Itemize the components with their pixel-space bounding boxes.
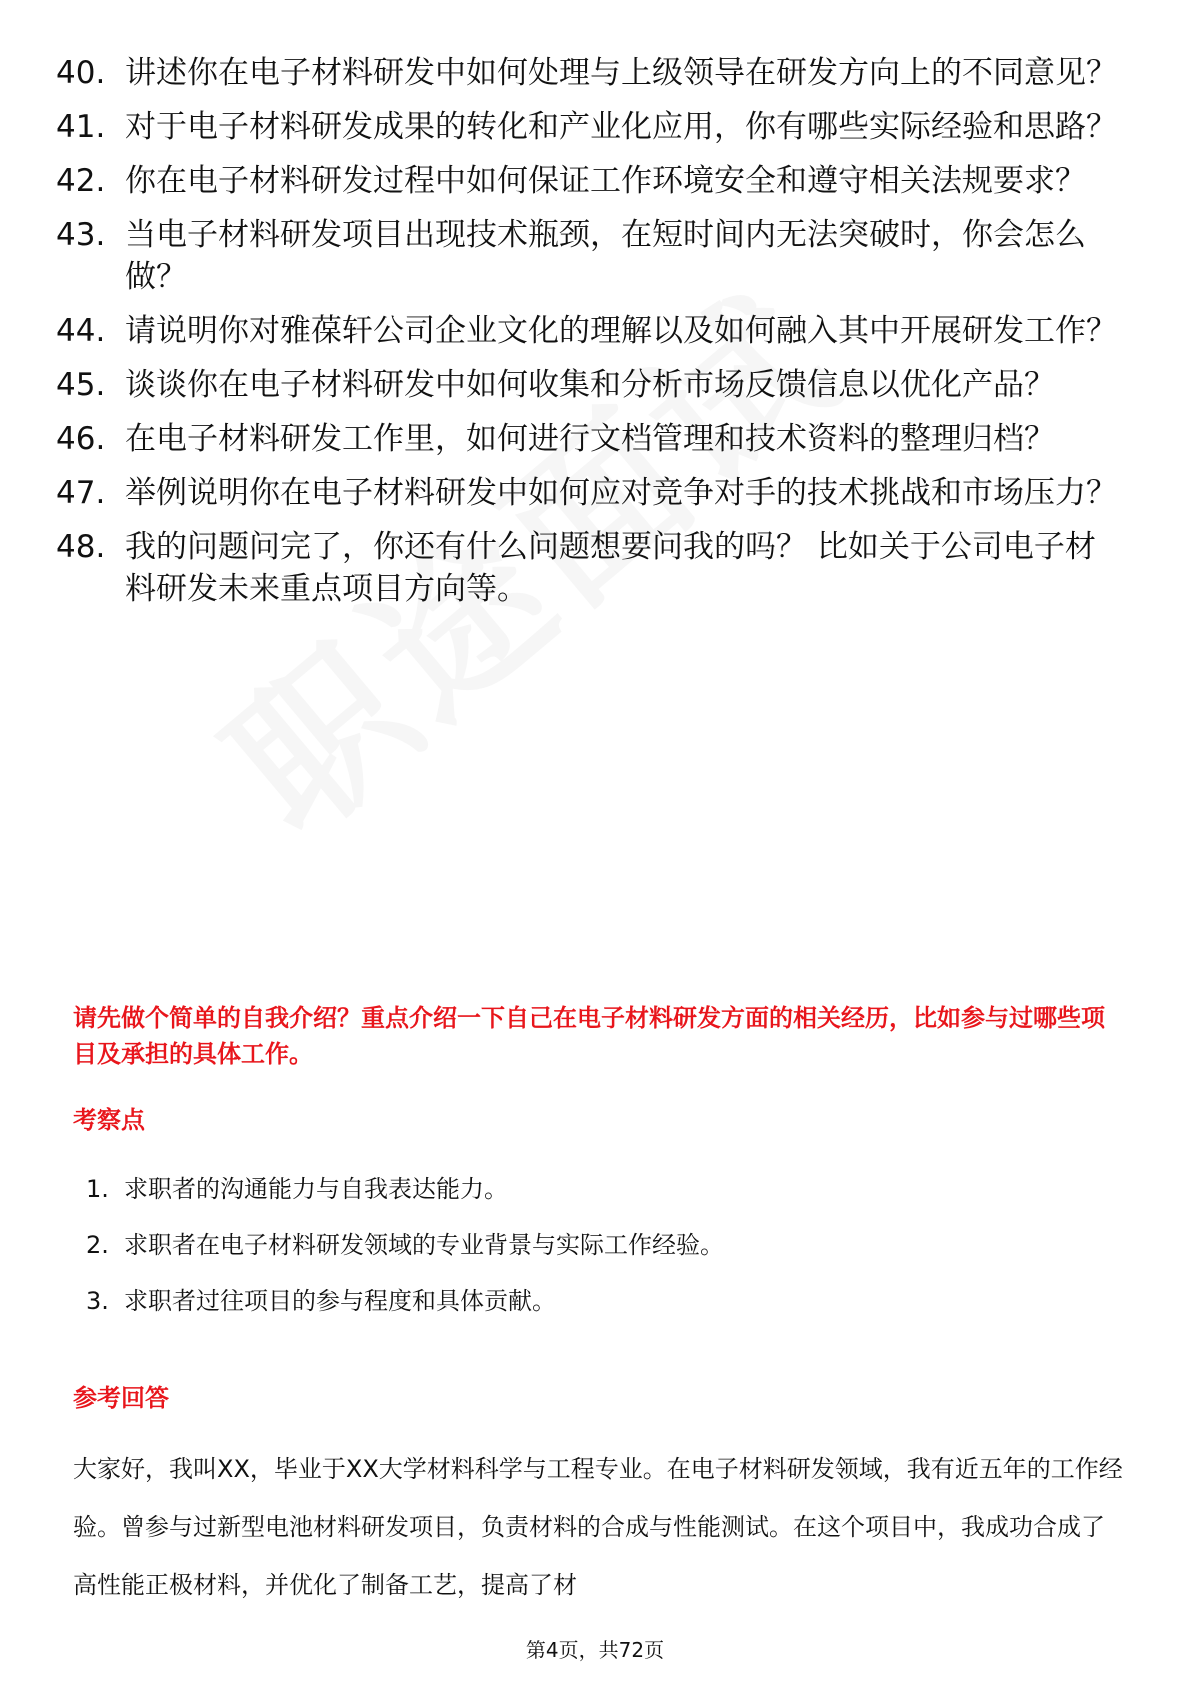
point-item — [86, 1228, 724, 1262]
point-number: 3. — [86, 1287, 109, 1315]
question-item — [56, 418, 1125, 460]
question-text: 你在电子材料研发过程中如何保证工作环境安全和遵守相关法规要求？ — [125, 163, 1086, 199]
point-number: 1. — [86, 1175, 109, 1203]
question-number: 47. — [56, 475, 106, 511]
point-text: 求职者在电子材料研发领域的专业背景与实际工作经验。 — [124, 1231, 724, 1259]
question-number: 41. — [56, 109, 106, 145]
question-number: 48. — [56, 529, 106, 565]
section-heading: 请先做个简单的自我介绍？重点介绍一下自己在电子材料研发方面的相关经历，比如参与过哪些项目及承担的具体工作。 — [73, 1004, 1105, 1068]
point-item — [86, 1284, 724, 1318]
question-number: 42. — [56, 163, 106, 199]
question-item — [56, 310, 1125, 352]
question-number: 43. — [56, 217, 106, 253]
question-text: 当电子材料研发项目出现技术瓶颈，在短时间内无法突破时，你会怎么做？ — [125, 217, 1086, 295]
question-text: 举例说明你在电子材料研发中如何应对竞争对手的技术挑战和市场压力？ — [125, 475, 1117, 511]
point-text: 求职者过往项目的参与程度和具体贡献。 — [124, 1287, 556, 1315]
question-text: 谈谈你在电子材料研发中如何收集和分析市场反馈信息以优化产品？ — [125, 367, 1055, 403]
question-text: 我的问题问完了，你还有什么问题想要问我的吗？ 比如关于公司电子材料研发未来重点项目方向等。 — [125, 529, 1096, 607]
point-number: 2. — [86, 1231, 109, 1259]
points-list — [86, 1172, 724, 1340]
point-item — [86, 1172, 724, 1206]
question-text: 在电子材料研发工作里，如何进行文档管理和技术资料的整理归档？ — [125, 421, 1055, 457]
question-number: 45. — [56, 367, 106, 403]
question-item — [56, 160, 1125, 202]
question-item — [56, 526, 1125, 610]
question-number: 44. — [56, 313, 106, 349]
page-footer: 第4页，共72页 — [525, 1638, 665, 1662]
question-item — [56, 106, 1125, 148]
question-text: 讲述你在电子材料研发中如何处理与上级领导在研发方向上的不同意见？ — [125, 55, 1117, 91]
answer-label: 参考回答 — [73, 1384, 169, 1412]
answer-text: 大家好，我叫XX，毕业于XX大学材料科学与工程专业。在电子材料研发领域，我有近五年的工作经验。曾参与过新型电池材料研发项目，负责材料的合成与性能测试。在这个项目中，我成功合成了高性能正极材料，并优化了制备工艺，提高了材 — [73, 1455, 1123, 1599]
points-label: 考察点 — [73, 1106, 145, 1134]
question-item — [56, 52, 1125, 94]
question-item — [56, 364, 1125, 406]
question-item — [56, 472, 1125, 514]
question-number: 46. — [56, 421, 106, 457]
point-text: 求职者的沟通能力与自我表达能力。 — [124, 1175, 508, 1203]
question-number: 40. — [56, 55, 106, 91]
question-text: 对于电子材料研发成果的转化和产业化应用，你有哪些实际经验和思路？ — [125, 109, 1117, 145]
question-list — [56, 52, 1136, 622]
question-item — [56, 214, 1125, 298]
question-text: 请说明你对雅葆轩公司企业文化的理解以及如何融入其中开展研发工作？ — [125, 313, 1117, 349]
